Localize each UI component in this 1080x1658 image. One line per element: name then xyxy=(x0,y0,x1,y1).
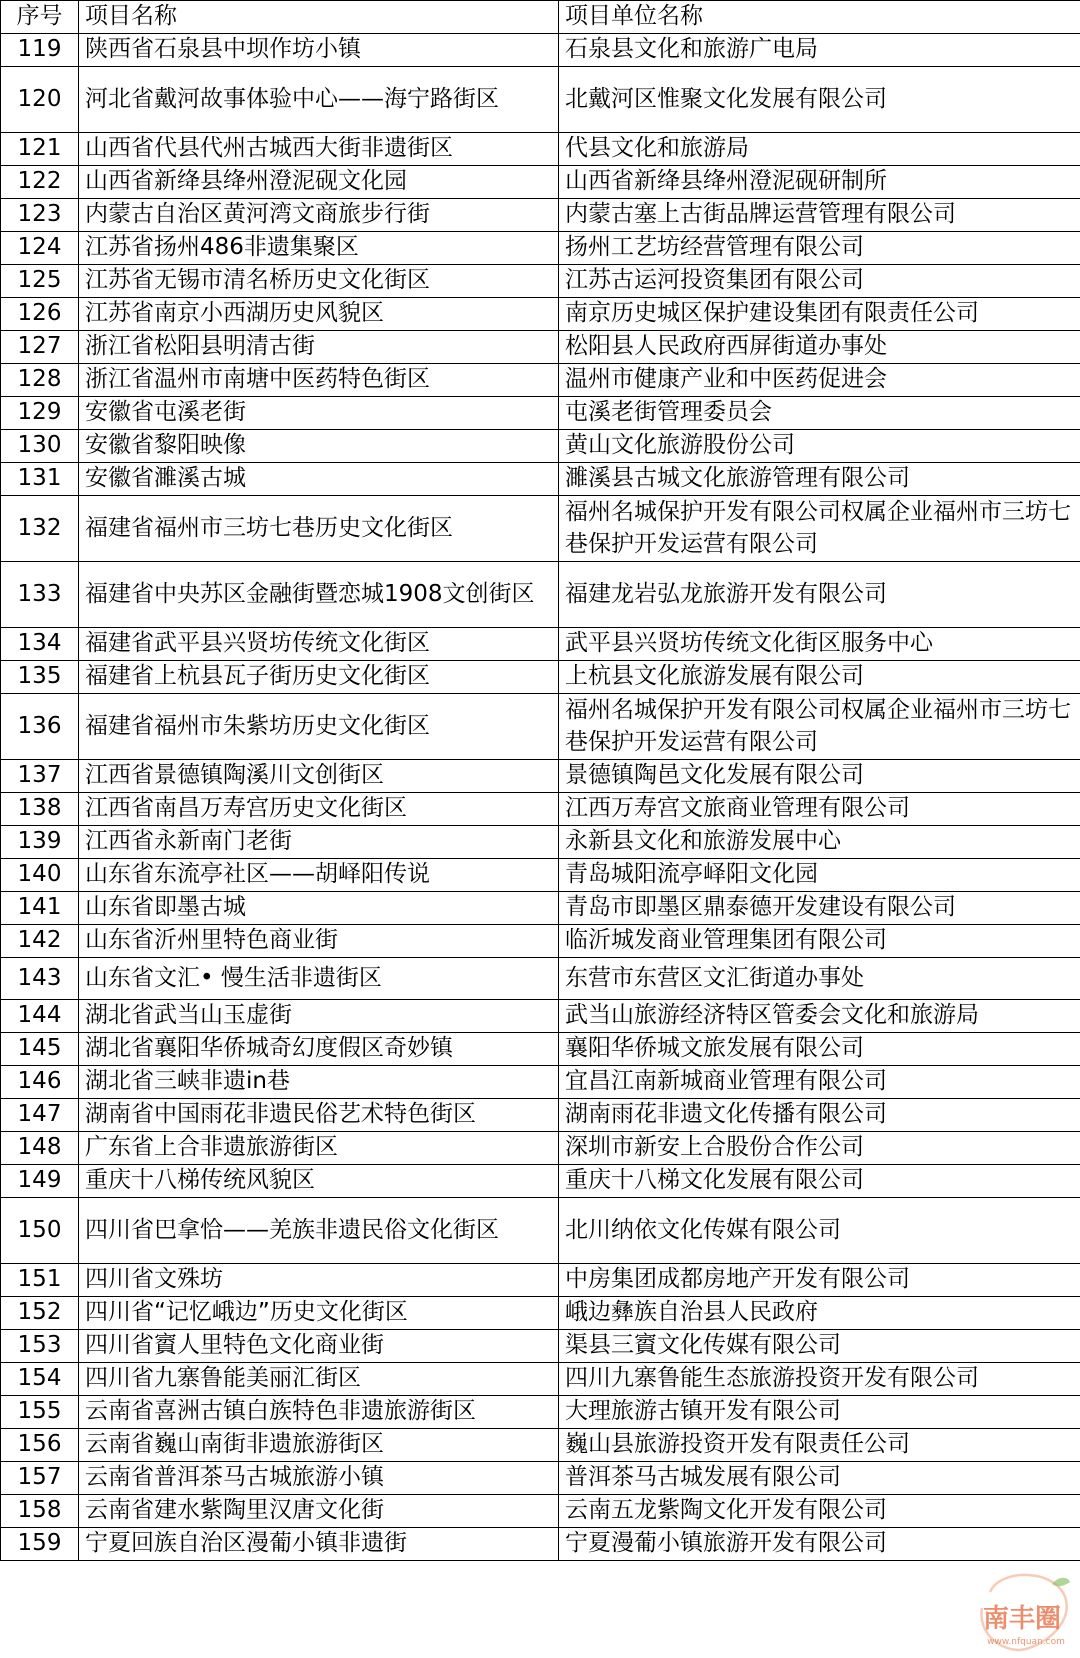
row-number: 120 xyxy=(1,67,79,133)
row-number: 157 xyxy=(1,1462,79,1495)
table-row xyxy=(1,958,1080,1000)
project-unit: 江西万寿宫文旅商业管理有限公司 xyxy=(559,793,1080,826)
project-unit: 内蒙古塞上古街品牌运营管理有限公司 xyxy=(559,199,1080,232)
row-number: 140 xyxy=(1,859,79,892)
row-number: 135 xyxy=(1,661,79,694)
table-row xyxy=(1,265,1080,298)
row-number: 158 xyxy=(1,1495,79,1528)
project-unit: 襄阳华侨城文旅发展有限公司 xyxy=(559,1033,1080,1066)
table-row xyxy=(1,1066,1080,1099)
table-row xyxy=(1,1198,1080,1264)
row-number: 133 xyxy=(1,562,79,628)
table-row xyxy=(1,1033,1080,1066)
project-unit: 重庆十八梯文化发展有限公司 xyxy=(559,1165,1080,1198)
project-name: 江西省景德镇陶溪川文创街区 xyxy=(79,760,559,793)
project-unit: 宁夏漫葡小镇旅游开发有限公司 xyxy=(559,1528,1080,1561)
project-name: 山西省代县代州古城西大街非遗街区 xyxy=(79,133,559,166)
row-number: 129 xyxy=(1,397,79,430)
project-unit: 北川纳依文化传媒有限公司 xyxy=(559,1198,1080,1264)
table-row xyxy=(1,1099,1080,1132)
row-number: 123 xyxy=(1,199,79,232)
project-unit: 黄山文化旅游股份公司 xyxy=(559,430,1080,463)
project-unit: 北戴河区惟聚文化发展有限公司 xyxy=(559,67,1080,133)
project-name: 江苏省扬州486非遗集聚区 xyxy=(79,232,559,265)
table-row xyxy=(1,661,1080,694)
table-row xyxy=(1,364,1080,397)
row-number: 136 xyxy=(1,694,79,760)
project-unit: 巍山县旅游投资开发有限责任公司 xyxy=(559,1429,1080,1462)
project-name: 安徽省屯溪老街 xyxy=(79,397,559,430)
table-row xyxy=(1,166,1080,199)
project-name: 河北省戴河故事体验中心——海宁路街区 xyxy=(79,67,559,133)
row-number: 145 xyxy=(1,1033,79,1066)
table-row xyxy=(1,430,1080,463)
table-row xyxy=(1,331,1080,364)
row-number: 139 xyxy=(1,826,79,859)
row-number: 122 xyxy=(1,166,79,199)
table-row xyxy=(1,34,1080,67)
project-unit: 峨边彝族自治县人民政府 xyxy=(559,1297,1080,1330)
project-name: 安徽省黎阳映像 xyxy=(79,430,559,463)
row-number: 153 xyxy=(1,1330,79,1363)
row-number: 150 xyxy=(1,1198,79,1264)
project-unit: 江苏古运河投资集团有限公司 xyxy=(559,265,1080,298)
table-row xyxy=(1,463,1080,496)
table-row xyxy=(1,1165,1080,1198)
table-row xyxy=(1,232,1080,265)
row-number: 127 xyxy=(1,331,79,364)
row-number: 137 xyxy=(1,760,79,793)
project-name: 云南省建水紫陶里汉唐文化街 xyxy=(79,1495,559,1528)
project-name: 江苏省无锡市清名桥历史文化街区 xyxy=(79,265,559,298)
project-unit: 永新县文化和旅游发展中心 xyxy=(559,826,1080,859)
project-unit: 福建龙岩弘龙旅游开发有限公司 xyxy=(559,562,1080,628)
table-row xyxy=(1,496,1080,562)
project-name: 广东省上合非遗旅游街区 xyxy=(79,1132,559,1165)
project-unit: 四川九寨鲁能生态旅游投资开发有限公司 xyxy=(559,1363,1080,1396)
row-number: 149 xyxy=(1,1165,79,1198)
project-unit: 深圳市新安上合股份合作公司 xyxy=(559,1132,1080,1165)
watermark-logo xyxy=(970,1570,1074,1654)
table-row xyxy=(1,793,1080,826)
project-unit: 青岛城阳流亭峄阳文化园 xyxy=(559,859,1080,892)
project-name: 江苏省南京小西湖历史风貌区 xyxy=(79,298,559,331)
table-row xyxy=(1,133,1080,166)
project-unit: 南京历史城区保护建设集团有限责任公司 xyxy=(559,298,1080,331)
table-row xyxy=(1,1132,1080,1165)
table-row xyxy=(1,628,1080,661)
table-row xyxy=(1,925,1080,958)
project-name: 福建省武平县兴贤坊传统文化街区 xyxy=(79,628,559,661)
row-number: 138 xyxy=(1,793,79,826)
row-number: 134 xyxy=(1,628,79,661)
row-number: 144 xyxy=(1,1000,79,1033)
row-number: 124 xyxy=(1,232,79,265)
project-unit: 温州市健康产业和中医药促进会 xyxy=(559,364,1080,397)
row-number: 121 xyxy=(1,133,79,166)
project-unit: 福州名城保护开发有限公司权属企业福州市三坊七巷保护开发运营有限公司 xyxy=(559,496,1080,562)
project-name: 湖南省中国雨花非遗民俗艺术特色街区 xyxy=(79,1099,559,1132)
project-unit: 松阳县人民政府西屏街道办事处 xyxy=(559,331,1080,364)
row-number: 152 xyxy=(1,1297,79,1330)
project-name: 四川省賨人里特色文化商业街 xyxy=(79,1330,559,1363)
table-row xyxy=(1,826,1080,859)
project-name: 浙江省温州市南塘中医药特色街区 xyxy=(79,364,559,397)
table-row xyxy=(1,1297,1080,1330)
project-name: 内蒙古自治区黄河湾文商旅步行街 xyxy=(79,199,559,232)
row-number: 130 xyxy=(1,430,79,463)
project-unit: 武当山旅游经济特区管委会文化和旅游局 xyxy=(559,1000,1080,1033)
project-name: 安徽省濉溪古城 xyxy=(79,463,559,496)
table-row xyxy=(1,1429,1080,1462)
project-unit: 临沂城发商业管理集团有限公司 xyxy=(559,925,1080,958)
project-name: 江西省南昌万寿宫历史文化街区 xyxy=(79,793,559,826)
row-number: 125 xyxy=(1,265,79,298)
project-unit: 青岛市即墨区鼎泰德开发建设有限公司 xyxy=(559,892,1080,925)
project-name: 山东省东流亭社区——胡峄阳传说 xyxy=(79,859,559,892)
table-row xyxy=(1,298,1080,331)
project-name: 浙江省松阳县明清古街 xyxy=(79,331,559,364)
project-unit: 上杭县文化旅游发展有限公司 xyxy=(559,661,1080,694)
row-number: 141 xyxy=(1,892,79,925)
project-unit: 大理旅游古镇开发有限公司 xyxy=(559,1396,1080,1429)
project-unit: 东营市东营区文汇街道办事处 xyxy=(559,958,1080,1000)
watermark-text: 南丰圈 xyxy=(982,1604,1062,1634)
row-number: 156 xyxy=(1,1429,79,1462)
project-name: 四川省巴拿恰——羌族非遗民俗文化街区 xyxy=(79,1198,559,1264)
row-number: 151 xyxy=(1,1264,79,1297)
row-number: 146 xyxy=(1,1066,79,1099)
project-unit: 中房集团成都房地产开发有限公司 xyxy=(559,1264,1080,1297)
project-unit: 屯溪老街管理委员会 xyxy=(559,397,1080,430)
header-project-name: 项目名称 xyxy=(79,1,559,34)
project-unit: 武平县兴贤坊传统文化街区服务中心 xyxy=(559,628,1080,661)
header-number: 序号 xyxy=(1,1,79,34)
table-row xyxy=(1,1363,1080,1396)
project-name: 山东省即墨古城 xyxy=(79,892,559,925)
table-row xyxy=(1,1264,1080,1297)
project-name: 福建省上杭县瓦子街历史文化街区 xyxy=(79,661,559,694)
row-number: 155 xyxy=(1,1396,79,1429)
row-number: 126 xyxy=(1,298,79,331)
project-unit: 扬州工艺坊经营管理有限公司 xyxy=(559,232,1080,265)
project-name: 宁夏回族自治区漫葡小镇非遗街 xyxy=(79,1528,559,1561)
project-name: 湖北省襄阳华侨城奇幻度假区奇妙镇 xyxy=(79,1033,559,1066)
row-number: 131 xyxy=(1,463,79,496)
project-unit: 濉溪县古城文化旅游管理有限公司 xyxy=(559,463,1080,496)
table-row xyxy=(1,892,1080,925)
table-row xyxy=(1,1495,1080,1528)
table-row xyxy=(1,1000,1080,1033)
project-name: 湖北省三峡非遗in巷 xyxy=(79,1066,559,1099)
project-name: 四川省“记忆峨边”历史文化街区 xyxy=(79,1297,559,1330)
project-name: 山西省新绛县绛州澄泥砚文化园 xyxy=(79,166,559,199)
table-row xyxy=(1,1528,1080,1561)
project-name: 湖北省武当山玉虚街 xyxy=(79,1000,559,1033)
watermark-url: www.nfquan.com xyxy=(987,1637,1065,1647)
table-row xyxy=(1,67,1080,133)
table-row xyxy=(1,694,1080,760)
row-number: 154 xyxy=(1,1363,79,1396)
project-unit: 代县文化和旅游局 xyxy=(559,133,1080,166)
peach-logo-icon xyxy=(970,1570,1074,1654)
table-body xyxy=(1,34,1080,1561)
row-number: 148 xyxy=(1,1132,79,1165)
project-name: 重庆十八梯传统风貌区 xyxy=(79,1165,559,1198)
row-number: 142 xyxy=(1,925,79,958)
project-name: 福建省福州市三坊七巷历史文化街区 xyxy=(79,496,559,562)
project-name: 江西省永新南门老街 xyxy=(79,826,559,859)
project-unit: 普洱茶马古城发展有限公司 xyxy=(559,1462,1080,1495)
project-name: 云南省普洱茶马古城旅游小镇 xyxy=(79,1462,559,1495)
header-project-unit: 项目单位名称 xyxy=(559,1,1080,34)
table-row xyxy=(1,1330,1080,1363)
project-name: 陕西省石泉县中坝作坊小镇 xyxy=(79,34,559,67)
row-number: 132 xyxy=(1,496,79,562)
project-name: 云南省巍山南街非遗旅游街区 xyxy=(79,1429,559,1462)
row-number: 159 xyxy=(1,1528,79,1561)
project-name: 云南省喜洲古镇白族特色非遗旅游街区 xyxy=(79,1396,559,1429)
row-number: 119 xyxy=(1,34,79,67)
table-row xyxy=(1,1396,1080,1429)
project-unit: 宜昌江南新城商业管理有限公司 xyxy=(559,1066,1080,1099)
project-name: 四川省文殊坊 xyxy=(79,1264,559,1297)
row-number: 147 xyxy=(1,1099,79,1132)
table-header xyxy=(1,1,1080,34)
table-row xyxy=(1,562,1080,628)
table-row xyxy=(1,1462,1080,1495)
row-number: 143 xyxy=(1,958,79,1000)
project-unit: 石泉县文化和旅游广电局 xyxy=(559,34,1080,67)
project-unit: 湖南雨花非遗文化传播有限公司 xyxy=(559,1099,1080,1132)
project-name: 福建省中央苏区金融街暨恋城1908文创街区 xyxy=(79,562,559,628)
project-name: 山东省文汇• 慢生活非遗街区 xyxy=(79,958,559,1000)
header-row xyxy=(1,1,1080,34)
project-unit: 云南五龙紫陶文化开发有限公司 xyxy=(559,1495,1080,1528)
table-row xyxy=(1,397,1080,430)
table-row xyxy=(1,859,1080,892)
table-row xyxy=(1,760,1080,793)
project-name: 四川省九寨鲁能美丽汇街区 xyxy=(79,1363,559,1396)
project-name: 山东省沂州里特色商业街 xyxy=(79,925,559,958)
table-row xyxy=(1,199,1080,232)
project-name: 福建省福州市朱紫坊历史文化街区 xyxy=(79,694,559,760)
project-unit: 福州名城保护开发有限公司权属企业福州市三坊七巷保护开发运营有限公司 xyxy=(559,694,1080,760)
project-unit: 景德镇陶邑文化发展有限公司 xyxy=(559,760,1080,793)
row-number: 128 xyxy=(1,364,79,397)
project-unit: 渠县三賨文化传媒有限公司 xyxy=(559,1330,1080,1363)
project-unit: 山西省新绛县绛州澄泥砚研制所 xyxy=(559,166,1080,199)
